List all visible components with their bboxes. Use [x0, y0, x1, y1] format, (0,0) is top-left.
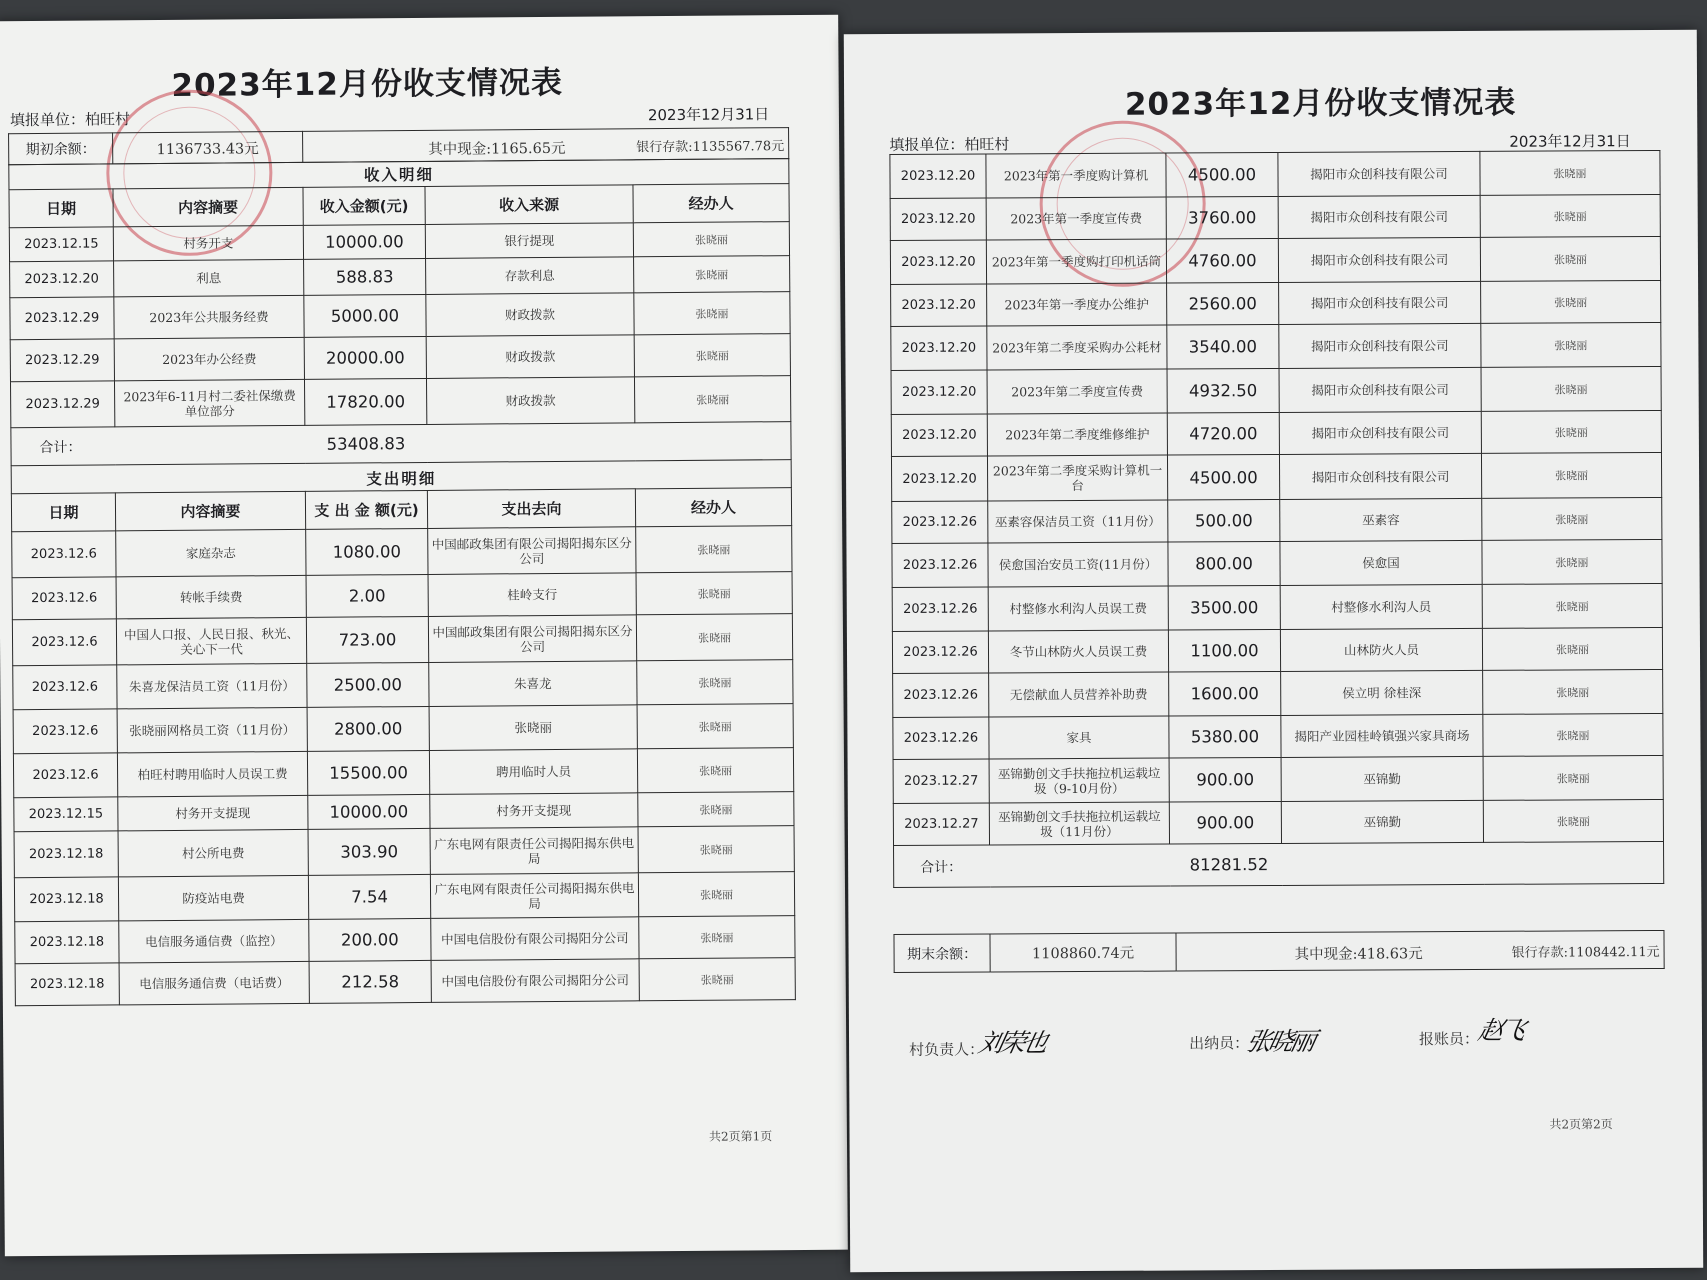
- row-amount: 2500.00: [307, 662, 429, 707]
- row-summary: 2023年第二季度宣传费: [987, 369, 1167, 414]
- row-date: 2023.12.20: [891, 414, 987, 457]
- row-amount: 2560.00: [1167, 282, 1279, 325]
- row-amount: 10000.00: [308, 794, 430, 829]
- row-handler: 张晓丽: [1482, 583, 1662, 628]
- row-handler: 张晓丽: [639, 958, 795, 1001]
- row-amount: 10000.00: [303, 224, 425, 259]
- table-row: [890, 236, 1660, 284]
- row-date: 2023.12.20: [890, 240, 986, 285]
- row-amount: 1600.00: [1169, 671, 1281, 716]
- column-header: 经办人: [635, 488, 791, 527]
- column-header: 经办人: [633, 184, 789, 223]
- row-party: 财政拨款: [426, 293, 634, 337]
- row-date: 2023.12.6: [12, 619, 116, 666]
- row-amount: 212.58: [309, 960, 431, 1003]
- table-row: [14, 826, 794, 878]
- row-party: 揭阳市众创科技有限公司: [1278, 151, 1480, 196]
- row-summary: 村务开支: [113, 225, 303, 260]
- report-page-1: [0, 15, 848, 1257]
- row-party: 财政拨款: [426, 377, 634, 425]
- row-amount: 4720.00: [1167, 412, 1279, 455]
- row-date: 2023.12.26: [892, 501, 988, 544]
- row-amount: 1080.00: [306, 528, 428, 575]
- column-header: 内容摘要: [113, 187, 303, 226]
- row-date: 2023.12.20: [891, 370, 987, 415]
- row-party: 巫锦勤: [1281, 800, 1483, 843]
- row-date: 2023.12.6: [13, 709, 117, 754]
- page-footer: 共2页第2页: [1549, 1117, 1613, 1132]
- row-handler: 张晓丽: [636, 614, 792, 661]
- table-row: [10, 334, 790, 382]
- row-summary: 2023年第二季度采购办公耗材: [987, 325, 1167, 370]
- row-summary: 2023年公共服务经费: [114, 295, 304, 338]
- table-row: [891, 322, 1661, 370]
- row-handler: 张晓丽: [634, 256, 790, 293]
- income-total-value: 53408.83: [305, 424, 427, 463]
- reporting-unit: 填报单位：柏旺村: [9, 110, 131, 130]
- row-handler: 张晓丽: [634, 292, 790, 335]
- row-date: 2023.12.18: [15, 921, 119, 964]
- row-amount: 3760.00: [1166, 196, 1278, 239]
- row-party: 朱喜龙: [429, 661, 637, 707]
- opening-balance-amount: 1136733.43元: [113, 131, 303, 163]
- row-summary: 2023年第二季度采购计算机一台: [987, 455, 1167, 501]
- row-handler: 张晓丽: [637, 704, 793, 749]
- row-summary: 巫素容保洁员工资（11月份）: [988, 500, 1168, 543]
- row-summary: 2023年第一季度宣传费: [986, 197, 1166, 240]
- row-amount: 4760.00: [1166, 238, 1278, 283]
- row-handler: 张晓丽: [634, 376, 790, 423]
- row-summary: 巫锦勤创文手扶拖拉机运载垃圾（11月份）: [989, 802, 1169, 845]
- row-handler: 张晓丽: [638, 826, 794, 873]
- row-handler: 张晓丽: [638, 792, 794, 827]
- table-row: [892, 539, 1662, 587]
- table-row: [10, 256, 790, 298]
- row-party: 中国电信股份有限公司揭阳分公司: [431, 917, 639, 961]
- row-handler: 张晓丽: [1482, 627, 1662, 670]
- row-amount: 723.00: [306, 616, 428, 663]
- row-party: 银行提现: [425, 223, 633, 259]
- table-row: [891, 410, 1661, 456]
- opening-balance-label: 期初余额：: [9, 133, 113, 165]
- page-title: 2023年12月份收支情况表: [1124, 84, 1517, 123]
- table-row: [15, 916, 795, 964]
- row-date: 2023.12.20: [10, 261, 114, 298]
- income-total-label: 合计：: [11, 427, 115, 466]
- row-date: 2023.12.20: [890, 198, 986, 241]
- row-party: 财政拨款: [426, 335, 634, 379]
- column-header: 日期: [9, 189, 113, 228]
- reporting-unit: 填报单位：柏旺村: [889, 135, 1010, 155]
- column-header: 支出去向: [427, 489, 635, 529]
- closing-cash: 其中现金:418.63元: [1294, 946, 1423, 963]
- row-amount: 900.00: [1169, 801, 1281, 844]
- row-amount: 5380.00: [1169, 715, 1281, 758]
- row-party: 村务开支提现: [430, 793, 638, 829]
- row-party: 揭阳市众创科技有限公司: [1279, 453, 1481, 499]
- row-date: 2023.12.29: [10, 339, 114, 382]
- row-amount: 17820.00: [304, 378, 426, 425]
- row-handler: 张晓丽: [634, 334, 790, 377]
- row-handler: 张晓丽: [1483, 755, 1663, 800]
- row-summary: 2023年第一季度购打印机话筒: [986, 239, 1166, 284]
- expense-total-value: 81281.52: [1170, 843, 1282, 886]
- row-summary: 2023年第二季度维修维护: [987, 413, 1167, 456]
- row-summary: 利息: [114, 259, 304, 296]
- row-date: 2023.12.20: [890, 154, 986, 199]
- row-party: 巫锦勤: [1281, 756, 1483, 801]
- row-handler: 张晓丽: [638, 872, 794, 917]
- village-head-signature: 刘荣也: [975, 1028, 1048, 1058]
- table-row: [13, 660, 793, 710]
- row-handler: 张晓丽: [1482, 497, 1662, 540]
- table-row: [893, 799, 1663, 845]
- expense-continued-table: [889, 150, 1664, 888]
- row-date: 2023.12.27: [893, 803, 989, 846]
- row-amount: 4932.50: [1167, 368, 1279, 413]
- table-row: [12, 526, 792, 578]
- table-row: [893, 755, 1663, 803]
- table-row: [893, 713, 1663, 759]
- row-date: 2023.12.27: [893, 759, 989, 804]
- row-handler: 张晓丽: [1480, 236, 1660, 281]
- row-date: 2023.12.6: [13, 665, 117, 710]
- row-date: 2023.12.6: [13, 753, 117, 798]
- row-party: 中国邮政集团有限公司揭阳揭东区分公司: [428, 527, 636, 575]
- row-summary: 转帐手续费: [116, 575, 306, 618]
- column-header: 支 出 金 额(元): [305, 490, 427, 529]
- table-row: [891, 452, 1661, 501]
- row-handler: 张晓丽: [639, 916, 795, 959]
- row-party: 山林防火人员: [1280, 628, 1482, 671]
- row-summary: 村公所电费: [118, 829, 308, 876]
- row-handler: 张晓丽: [636, 572, 792, 615]
- row-party: 揭阳市众创科技有限公司: [1279, 411, 1481, 454]
- row-date: 2023.12.18: [14, 831, 118, 878]
- closing-balance-amount: 1108860.74元: [990, 933, 1176, 972]
- row-handler: 张晓丽: [1483, 799, 1663, 842]
- column-header: 日期: [11, 493, 115, 532]
- row-handler: 张晓丽: [1481, 366, 1661, 411]
- row-party: 中国电信股份有限公司揭阳分公司: [431, 959, 639, 1003]
- row-party: 揭阳市众创科技有限公司: [1278, 195, 1480, 238]
- row-summary: 朱喜龙保洁员工资（11月份）: [117, 663, 307, 708]
- row-summary: 2023年办公经费: [114, 337, 304, 380]
- row-amount: 1100.00: [1168, 629, 1280, 672]
- row-party: 揭阳产业园桂岭镇强兴家具商场: [1281, 714, 1483, 757]
- income-section-title: 收入明细: [9, 159, 789, 190]
- table-row: [891, 366, 1661, 414]
- closing-balance-label: 期末余额：: [894, 934, 990, 973]
- page-footer: 共2页第1页: [708, 1129, 773, 1144]
- table-row: [891, 280, 1661, 326]
- row-date: 2023.12.26: [892, 543, 988, 588]
- table-row: [10, 292, 790, 340]
- table-row: [892, 627, 1662, 673]
- row-amount: 4500.00: [1166, 152, 1278, 197]
- row-amount: 500.00: [1168, 499, 1280, 542]
- row-date: 2023.12.20: [891, 326, 987, 371]
- report-date: 2023年12月31日: [1509, 132, 1631, 151]
- expense-section-title: 支出明细: [11, 460, 791, 494]
- row-handler: 张晓丽: [1480, 150, 1660, 195]
- row-summary: 电信服务通信费（监控）: [119, 919, 309, 962]
- closing-bank: 银行存款:1108442.11元: [1511, 944, 1660, 961]
- row-summary: 家具: [989, 716, 1169, 759]
- row-party: 中国邮政集团有限公司揭阳揭东区分公司: [428, 615, 636, 663]
- table-row: [890, 194, 1660, 240]
- table-row: [13, 748, 793, 798]
- row-party: 揭阳市众创科技有限公司: [1279, 323, 1481, 368]
- column-header: 内容摘要: [115, 491, 305, 530]
- table-row: [12, 572, 792, 620]
- row-summary: 2023年6-11月村二委社保缴费单位部分: [114, 379, 304, 426]
- table-row: [14, 872, 794, 922]
- row-party: 村整修水利沟人员: [1280, 584, 1482, 629]
- income-table: [8, 158, 796, 1006]
- row-summary: 中国人口报、人民日报、秋光、关心下一代: [116, 617, 306, 664]
- table-row: [890, 150, 1660, 198]
- row-party: 广东电网有限责任公司揭阳揭东供电局: [430, 827, 638, 875]
- row-date: 2023.12.26: [892, 587, 988, 632]
- row-date: 2023.12.20: [891, 456, 987, 502]
- row-handler: 张晓丽: [1482, 539, 1662, 584]
- report-page-2: [844, 30, 1703, 1272]
- table-row: [10, 376, 790, 428]
- row-amount: 3500.00: [1168, 585, 1280, 630]
- row-handler: 张晓丽: [1483, 713, 1663, 756]
- accountant-label: 报账员：: [1418, 1029, 1480, 1049]
- row-handler: 张晓丽: [1481, 280, 1661, 323]
- row-amount: 588.83: [304, 258, 426, 295]
- row-summary: 张晓丽网格员工资（11月份）: [117, 707, 307, 752]
- row-summary: 电信服务通信费（电话费）: [119, 961, 309, 1004]
- row-party: 侯愈国: [1280, 540, 1482, 585]
- row-summary: 无偿献血人员营养补助费: [989, 672, 1169, 717]
- table-row: [15, 958, 795, 1006]
- row-party: 侯立明 徐桂深: [1281, 670, 1483, 715]
- table-row: [12, 614, 792, 666]
- row-handler: 张晓丽: [637, 748, 793, 793]
- row-amount: 2.00: [306, 574, 428, 617]
- cashier-signature: 张晓丽: [1243, 1026, 1316, 1057]
- opening-cash: 其中现金:1165.65元: [428, 140, 566, 158]
- row-summary: 柏旺村聘用临时人员误工费: [117, 751, 307, 796]
- row-handler: 张晓丽: [636, 526, 792, 573]
- table-row: [893, 669, 1663, 717]
- row-party: 张晓丽: [429, 705, 637, 751]
- row-date: 2023.12.29: [10, 381, 114, 428]
- row-handler: 张晓丽: [1481, 410, 1661, 453]
- row-party: 聘用临时人员: [429, 749, 637, 795]
- column-header: 收入金额(元): [303, 186, 425, 225]
- table-row: [892, 583, 1662, 631]
- row-date: 2023.12.18: [14, 877, 118, 922]
- row-amount: 900.00: [1169, 757, 1281, 802]
- row-date: 2023.12.26: [893, 717, 989, 760]
- row-summary: 防疫站电费: [118, 875, 308, 920]
- row-handler: 张晓丽: [637, 660, 793, 705]
- table-row: [892, 497, 1662, 543]
- row-summary: 侯愈国治安员工资(11月份）: [988, 542, 1168, 587]
- row-amount: 200.00: [309, 918, 431, 961]
- row-handler: 张晓丽: [633, 222, 789, 257]
- row-date: 2023.12.6: [12, 531, 116, 578]
- row-amount: 15500.00: [307, 750, 429, 795]
- table-row: [13, 704, 793, 754]
- row-summary: 冬节山林防火人员误工费: [988, 630, 1168, 673]
- row-party: 揭阳市众创科技有限公司: [1279, 281, 1481, 324]
- opening-bank: 银行存款:1135567.78元: [636, 139, 785, 156]
- row-amount: 800.00: [1168, 541, 1280, 586]
- cashier-label: 出纳员：: [1189, 1034, 1250, 1053]
- row-party: 广东电网有限责任公司揭阳揭东供电局: [430, 873, 638, 919]
- row-party: 揭阳市众创科技有限公司: [1278, 237, 1480, 282]
- row-amount: 5000.00: [304, 294, 426, 337]
- row-handler: 张晓丽: [1483, 669, 1663, 714]
- report-date: 2023年12月31日: [647, 105, 770, 125]
- row-summary: 村务开支提现: [118, 795, 308, 830]
- accountant-signature: 赵飞: [1475, 1015, 1526, 1045]
- row-handler: 张晓丽: [1481, 322, 1661, 367]
- row-date: 2023.12.18: [15, 963, 119, 1006]
- row-amount: 4500.00: [1167, 454, 1279, 500]
- row-handler: 张晓丽: [1480, 194, 1660, 237]
- row-date: 2023.12.6: [12, 577, 116, 620]
- row-amount: 2800.00: [307, 706, 429, 751]
- column-header: 收入来源: [425, 185, 633, 225]
- row-handler: 张晓丽: [1481, 452, 1661, 498]
- row-party: 巫素容: [1280, 498, 1482, 541]
- row-date: 2023.12.26: [893, 673, 989, 718]
- row-summary: 村整修水利沟人员误工费: [988, 586, 1168, 631]
- row-party: 桂岭支行: [428, 573, 636, 617]
- row-amount: 20000.00: [304, 336, 426, 379]
- expense-total-label: 合计：: [894, 845, 990, 888]
- row-summary: 家庭杂志: [116, 529, 306, 576]
- row-amount: 303.90: [308, 828, 430, 875]
- closing-balance-table: [893, 930, 1664, 973]
- row-summary: 2023年第一季度购计算机: [986, 153, 1166, 198]
- row-date: 2023.12.20: [891, 284, 987, 327]
- row-amount: 3540.00: [1167, 324, 1279, 369]
- row-date: 2023.12.15: [9, 227, 113, 262]
- row-amount: 7.54: [308, 874, 430, 919]
- row-date: 2023.12.26: [892, 631, 988, 674]
- row-summary: 2023年第一季度办公维护: [987, 283, 1167, 326]
- row-summary: 巫锦勤创文手扶拖拉机运载垃圾（9-10月份）: [989, 758, 1169, 803]
- row-date: 2023.12.29: [10, 297, 114, 340]
- row-date: 2023.12.15: [14, 797, 118, 832]
- row-party: 揭阳市众创科技有限公司: [1279, 367, 1481, 412]
- village-head-label: 村负责人：: [909, 1040, 985, 1059]
- page-title: 2023年12月份收支情况表: [171, 64, 564, 104]
- row-party: 存款利息: [426, 257, 634, 295]
